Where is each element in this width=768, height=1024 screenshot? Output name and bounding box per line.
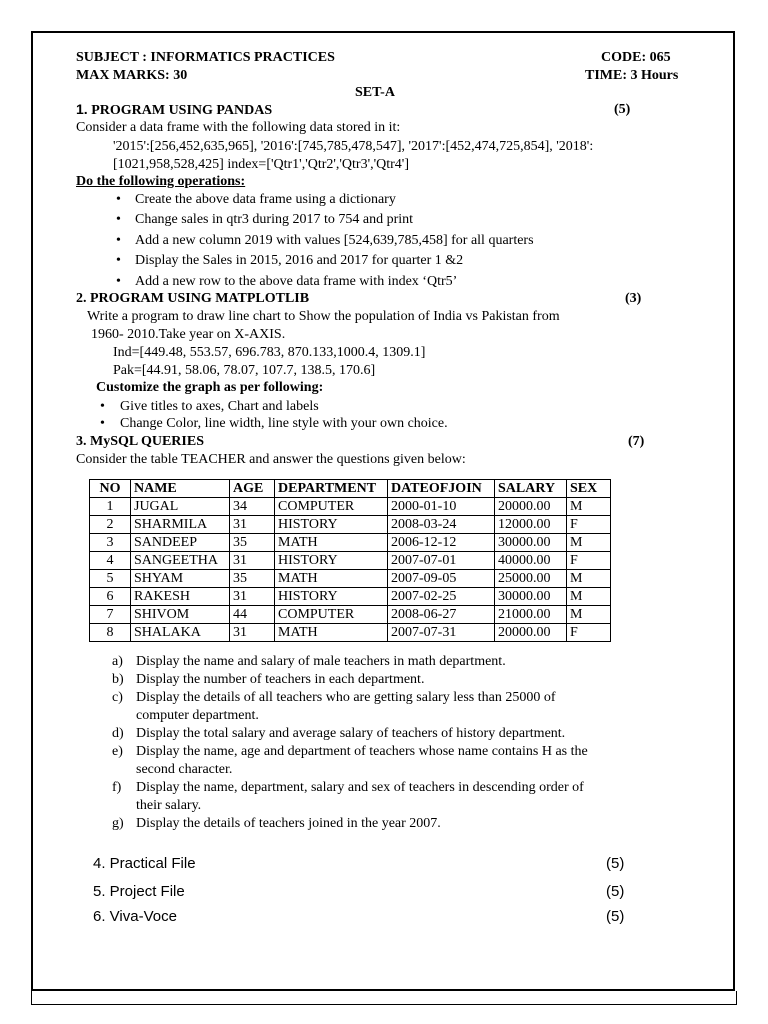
table-cell: 6 [90, 588, 131, 606]
question-label: g) [112, 816, 124, 831]
table-cell: 2007-09-05 [388, 570, 495, 588]
subject-heading: SUBJECT : INFORMATICS PRACTICES [76, 50, 335, 65]
table-cell: MATH [275, 624, 388, 642]
question-label: a) [112, 654, 123, 669]
table-cell: HISTORY [275, 588, 388, 606]
question-text: Display the details of all teachers who are getting salary less than 25000 of [136, 690, 556, 705]
component-label: 6. Viva-Voce [93, 908, 177, 925]
table-cell: SANDEEP [131, 534, 230, 552]
table-cell: 25000.00 [495, 570, 567, 588]
table-cell: SHARMILA [131, 516, 230, 534]
subject-code: CODE: 065 [601, 50, 671, 65]
q1-operation-item: Change sales in qtr3 during 2017 to 754 and print [135, 212, 414, 227]
question-label: d) [112, 726, 124, 741]
table-cell: 20000.00 [495, 498, 567, 516]
table-cell: 2007-07-31 [388, 624, 495, 642]
q1-operation-item: Add a new column 2019 with values [524,639,785,458] for all quarters [135, 233, 534, 248]
table-row [90, 588, 611, 606]
table-cell: 31 [230, 552, 275, 570]
set-label: SET-A [355, 85, 395, 100]
table-cell: 2 [90, 516, 131, 534]
q1-operation-item: Display the Sales in 2015, 2016 and 2017 for quarter 1 &2 [135, 253, 464, 268]
bullet-icon: • [116, 212, 121, 227]
table-row [90, 624, 611, 642]
table-cell: JUGAL [131, 498, 230, 516]
table-cell: 21000.00 [495, 606, 567, 624]
max-marks: MAX MARKS: 30 [76, 68, 188, 83]
question-text: Display the name and salary of male teachers in math department. [136, 654, 506, 669]
question-label: c) [112, 690, 123, 705]
q1-intro: Consider a data frame with the following data stored in it: [76, 120, 401, 135]
table-cell: 2007-02-25 [388, 588, 495, 606]
table-cell: 2006-12-12 [388, 534, 495, 552]
table-cell: 4 [90, 552, 131, 570]
question-text: Display the name, age and department of teachers whose name contains H as the [136, 744, 588, 759]
q2-item-1: Give titles to axes, Chart and labels [120, 399, 319, 414]
table-cell: 1 [90, 498, 131, 516]
q1-title-text: PROGRAM USING PANDAS [87, 103, 273, 118]
table-cell: 35 [230, 570, 275, 588]
table-cell: 2007-07-01 [388, 552, 495, 570]
table-row [90, 552, 611, 570]
col-header-dateofjoin: DATEOFJOIN [388, 480, 495, 498]
question-text: Display the name, department, salary and sex of teachers in descending order of [136, 780, 584, 795]
q3-marks: (7) [628, 434, 645, 449]
q2-line2: 1960- 2010.Take year on X-AXIS. [91, 327, 286, 342]
table-cell: 30000.00 [495, 588, 567, 606]
teacher-table-header-row [90, 480, 611, 498]
bullet-icon: • [116, 192, 121, 207]
q3-title: 3. MySQL QUERIES [76, 434, 204, 449]
question-text: Display the number of teachers in each department. [136, 672, 425, 687]
table-cell: 40000.00 [495, 552, 567, 570]
table-cell: SHYAM [131, 570, 230, 588]
table-cell: MATH [275, 534, 388, 552]
q2-customize-heading: Customize the graph as per following: [96, 380, 324, 395]
component-label: 4. Practical File [93, 855, 196, 872]
component-marks: (5) [606, 855, 625, 872]
table-cell: 12000.00 [495, 516, 567, 534]
col-header-age: AGE [230, 480, 275, 498]
q1-operations-heading: Do the following operations: [76, 174, 246, 189]
table-cell: RAKESH [131, 588, 230, 606]
q1-operation-item: Create the above data frame using a dictionary [135, 192, 396, 207]
table-cell: 31 [230, 624, 275, 642]
teacher-table [89, 479, 611, 642]
bullet-icon: • [116, 233, 121, 248]
question-text: their salary. [136, 798, 202, 813]
q2-title: 2. PROGRAM USING MATPLOTLIB [76, 291, 310, 306]
table-cell: F [567, 552, 611, 570]
question-label: f) [112, 780, 122, 795]
table-cell: SHIVOM [131, 606, 230, 624]
col-header-no: NO [90, 480, 131, 498]
table-cell: 31 [230, 516, 275, 534]
exam-time: TIME: 3 Hours [585, 68, 679, 83]
table-row [90, 570, 611, 588]
table-cell: M [567, 498, 611, 516]
table-row [90, 606, 611, 624]
component-marks: (5) [606, 883, 625, 900]
table-cell: F [567, 516, 611, 534]
table-cell: SHALAKA [131, 624, 230, 642]
bottom-divider [31, 991, 737, 1005]
q2-item-2: Change Color, line width, line style with your own choice. [120, 416, 448, 431]
question-label: b) [112, 672, 124, 687]
table-cell: 35 [230, 534, 275, 552]
q1-data-line2: [1021,958,528,425] index=['Qtr1','Qtr2','Qtr3','Qtr4'] [113, 157, 409, 172]
table-cell: M [567, 570, 611, 588]
q1-operation-item: Add a new row to the above data frame with index ‘Qtr5’ [135, 274, 458, 289]
question-text: Display the total salary and average salary of teachers of history department. [136, 726, 566, 741]
bullet-icon: • [116, 253, 121, 268]
q2-ind-data: Ind=[449.48, 553.57, 696.783, 870.133,1000.4, 1309.1] [113, 345, 426, 360]
table-cell: 2008-03-24 [388, 516, 495, 534]
question-label: e) [112, 744, 123, 759]
bullet-icon: • [100, 416, 105, 431]
q2-line1: Write a program to draw line chart to Show the population of India vs Pakistan from [87, 309, 560, 324]
table-cell: 8 [90, 624, 131, 642]
q1-marks: (5) [614, 102, 631, 117]
table-cell: 30000.00 [495, 534, 567, 552]
table-cell: HISTORY [275, 516, 388, 534]
component-label: 5. Project File [93, 883, 185, 900]
table-cell: 44 [230, 606, 275, 624]
question-text: second character. [136, 762, 233, 777]
table-row [90, 516, 611, 534]
q2-pak-data: Pak=[44.91, 58.06, 78.07, 107.7, 138.5, 170.6] [113, 363, 376, 378]
table-cell: 34 [230, 498, 275, 516]
q1-title: 1. PROGRAM USING PANDAS [76, 101, 273, 118]
table-cell: M [567, 606, 611, 624]
component-marks: (5) [606, 908, 625, 925]
col-header-name: NAME [131, 480, 230, 498]
table-cell: 2008-06-27 [388, 606, 495, 624]
table-cell: COMPUTER [275, 606, 388, 624]
table-cell: M [567, 534, 611, 552]
col-header-department: DEPARTMENT [275, 480, 388, 498]
question-text: computer department. [136, 708, 259, 723]
table-cell: 7 [90, 606, 131, 624]
question-text: Display the details of teachers joined in the year 2007. [136, 816, 441, 831]
table-cell: M [567, 588, 611, 606]
table-row [90, 534, 611, 552]
table-cell: 3 [90, 534, 131, 552]
table-cell: F [567, 624, 611, 642]
table-cell: 31 [230, 588, 275, 606]
table-row [90, 498, 611, 516]
table-cell: SANGEETHA [131, 552, 230, 570]
table-cell: HISTORY [275, 552, 388, 570]
table-cell: MATH [275, 570, 388, 588]
table-cell: 5 [90, 570, 131, 588]
bullet-icon: • [100, 399, 105, 414]
col-header-sex: SEX [567, 480, 611, 498]
table-cell: 20000.00 [495, 624, 567, 642]
col-header-salary: SALARY [495, 480, 567, 498]
bullet-icon: • [116, 274, 121, 289]
q1-data-line1: '2015':[256,452,635,965], '2016':[745,785,478,547], '2017':[452,474,725,854], '2018': [113, 139, 594, 154]
q2-marks: (3) [625, 291, 642, 306]
table-cell: COMPUTER [275, 498, 388, 516]
q3-intro: Consider the table TEACHER and answer the questions given below: [76, 452, 466, 467]
table-cell: 2000-01-10 [388, 498, 495, 516]
